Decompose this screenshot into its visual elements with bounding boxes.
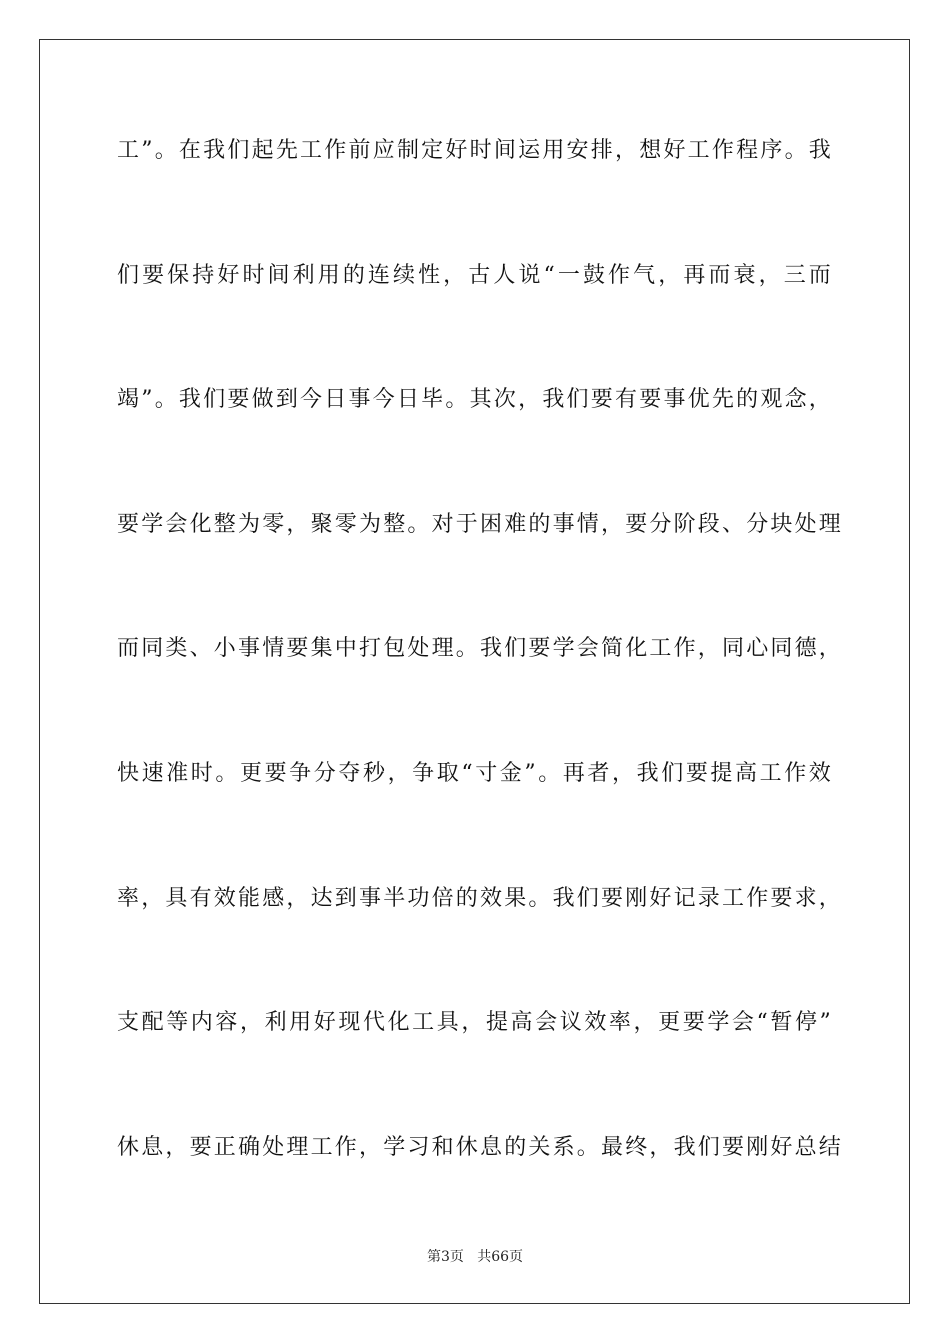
text-line: 快速准时。更要争分夺秒，争取“寸金”。再者，我们要提高工作效 (117, 760, 833, 786)
document-body (117, 123, 844, 1244)
text-line: 们要保持好时间利用的连续性，古人说“一鼓作气，再而衰，三而 (117, 262, 833, 288)
text-line: 工”。在我们起先工作前应制定好时间运用安排，想好工作程序。我 (117, 138, 833, 163)
text-line: 要学会化整为零，聚零为整。对于困难的事情，要分阶段、分块处理 (117, 511, 844, 537)
text-line: 支配等内容，利用好现代化工具，提高会议效率，更要学会“暂停” (117, 1010, 833, 1036)
text-line: 休息，要正确处理工作，学习和休息的关系。最终，我们要刚好总结 (117, 1134, 844, 1160)
text-line: 而同类、小事情要集中打包处理。我们要学会简化工作，同心同德， (117, 636, 844, 662)
text-line: 率，具有效能感，达到事半功倍的效果。我们要刚好记录工作要求， (117, 885, 844, 911)
page-number-footer: 第3页 共66页 (426, 1249, 524, 1265)
text-line: 竭”。我们要做到今日事今日毕。其次，我们要有要事优先的观念， (117, 387, 833, 413)
